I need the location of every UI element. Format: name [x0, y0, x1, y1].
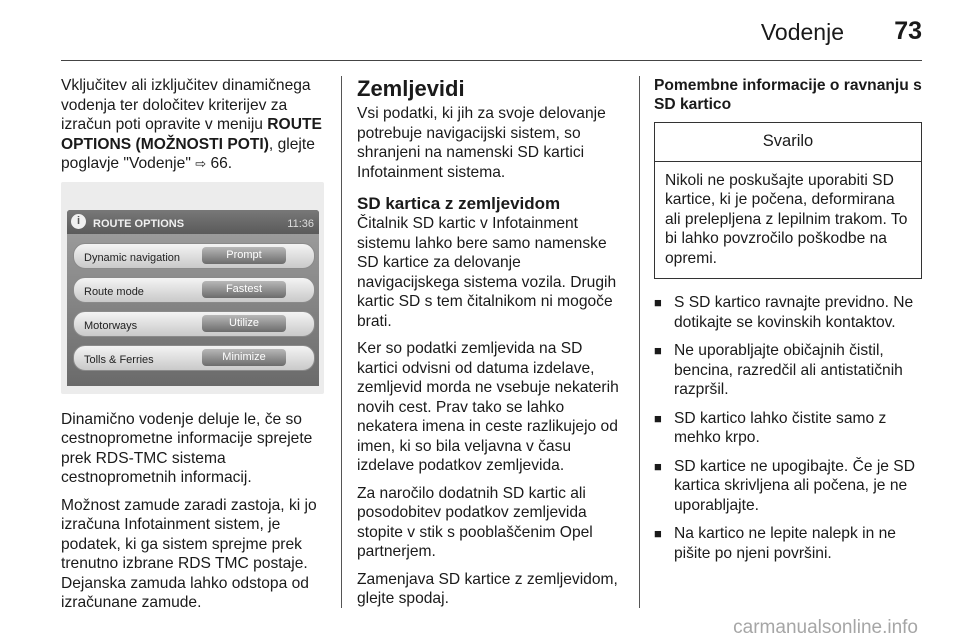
handling-bullet-list — [654, 293, 922, 563]
intro-text-after: , glejte poglavje "Vodenje" — [61, 135, 315, 172]
screen-options-list — [67, 234, 319, 386]
header-divider — [61, 60, 922, 61]
delay-paragraph: Možnost zamude zaradi zastoja, ki jo izračuna Infotainment sistem, je podatek, ki ga sistem sprejme prek trenutno izbrane RDS TMC postaje. Dejanska zamuda lahko odstopa od izračunane zamude. — [61, 496, 317, 611]
list-item — [654, 341, 922, 400]
intro-paragraph — [61, 76, 327, 174]
option-row-dynamic-navigation[interactable] — [73, 243, 315, 269]
list-item — [654, 524, 922, 563]
dynamic-guidance-paragraph: Dinamično vodenje deluje le, če so cestnoprometne informacije sprejete prek RDS-TMC sistema cestnoprometnih informacij. — [61, 410, 313, 486]
warning-title: Svarilo — [655, 123, 921, 162]
column-divider-2 — [639, 76, 640, 608]
sd-reader-paragraph: Čitalnik SD kartic v Infotainment sistemu lahko bere samo namenske SD kartice za delovanje navigacijskega sistema vozila. Drugih kartic SD s tem čitalnikom ni mogoče brati. — [357, 215, 617, 330]
replace-card-paragraph: Zamenjava SD kartice z zemljevidom, glejte spodaj. — [357, 570, 618, 607]
route-options-screenshot — [61, 182, 324, 394]
order-cards-paragraph: Za naročilo dodatnih SD kartic ali posodobitev podatkov zemljevida stopite v stik s pooblaščenim Opel partnerjem. — [357, 484, 593, 560]
bullet-text: Na kartico ne lepite nalepk in ne pišite po njeni površini. — [674, 525, 896, 562]
column-middle — [357, 76, 625, 617]
bullet-square-icon: ■ — [654, 410, 662, 426]
option-value-button[interactable]: Fastest — [202, 281, 286, 298]
list-item — [654, 409, 922, 448]
section-heading: Zemljevidi — [357, 76, 465, 101]
menu-reference: ROUTE OPTIONS (MOŽNOSTI POTI) — [61, 116, 322, 153]
screen-title: ROUTE OPTIONS — [93, 217, 185, 230]
bullet-square-icon: ■ — [654, 343, 662, 358]
option-value-button[interactable]: Prompt — [202, 247, 286, 264]
column-divider-1 — [341, 76, 342, 608]
handling-heading: Pomembne informacije o ravnanju s SD kartico — [654, 77, 922, 113]
list-item — [654, 293, 922, 332]
warning-box — [654, 122, 922, 279]
bullet-text: SD kartico lahko čistite samo z mehko krpo. — [674, 409, 887, 446]
bullet-square-icon: ■ — [654, 458, 662, 474]
list-item — [654, 457, 922, 516]
page-ref-arrow-icon: ⇨ — [195, 156, 207, 171]
info-icon: i — [71, 214, 86, 229]
bullet-text: SD kartice ne upogibajte. Če je SD kartica skrivljena ali počena, je ne uporabljajte. — [674, 457, 915, 514]
option-label: Tolls & Ferries — [84, 353, 154, 366]
page-header — [0, 0, 960, 62]
subsection-heading: SD kartica z zemljevidom — [357, 194, 561, 213]
warning-text: Nikoli ne poskušajte uporabiti SD kartice, ki je počena, deformirana ali prelepljena z lepilnim trakom. To bi lahko povzročilo poškodbe na opremi. — [665, 171, 908, 267]
column-left — [61, 76, 327, 621]
screen-titlebar — [67, 210, 319, 234]
intro-text: Vključitev ali izključitev dinamičnega vodenja ter določitev kriterijev za izračun poti opravite v meniju — [61, 77, 311, 133]
option-row-motorways[interactable] — [73, 311, 315, 337]
column-right — [654, 76, 922, 572]
bullet-text: S SD kartico ravnajte previdno. Ne dotikajte se kovinskih kontaktov. — [674, 294, 914, 331]
option-value-button[interactable]: Utilize — [202, 315, 286, 332]
option-value-button[interactable]: Minimize — [202, 349, 286, 366]
page-number: 73 — [894, 17, 922, 45]
bullet-square-icon: ■ — [654, 295, 662, 310]
site-watermark: carmanualsonline.info — [733, 617, 918, 638]
maps-intro-paragraph: Vsi podatki, ki jih za svoje delovanje potrebuje navigacijski sistem, so shranjeni na namenski SD kartici Infotainment sistema. — [357, 105, 606, 181]
screen-display — [67, 210, 319, 386]
option-label: Motorways — [84, 319, 138, 332]
map-data-paragraph: Ker so podatki zemljevida na SD kartici odvisni od datuma izdelave, zemljevid morda ne vsebuje nekaterih novih cest. Prav tako se lahko nekatera imena in ceste razlikujejo od imen, ki so bila veljavna v času izdelave podatkov zemljevida. — [357, 340, 619, 474]
option-row-route-mode[interactable] — [73, 277, 315, 303]
bullet-text: Ne uporabljajte običajnih čistil, bencina, razredčil ali antistatičnih razpršil. — [674, 342, 903, 398]
option-label: Route mode — [84, 285, 144, 298]
chapter-title: Vodenje — [760, 19, 844, 45]
option-row-tolls-ferries[interactable] — [73, 345, 315, 371]
option-label: Dynamic navigation — [84, 251, 180, 264]
page-ref-link[interactable]: 66. — [206, 155, 233, 172]
screen-clock: 11:36 — [287, 217, 314, 230]
bullet-square-icon: ■ — [654, 526, 662, 541]
